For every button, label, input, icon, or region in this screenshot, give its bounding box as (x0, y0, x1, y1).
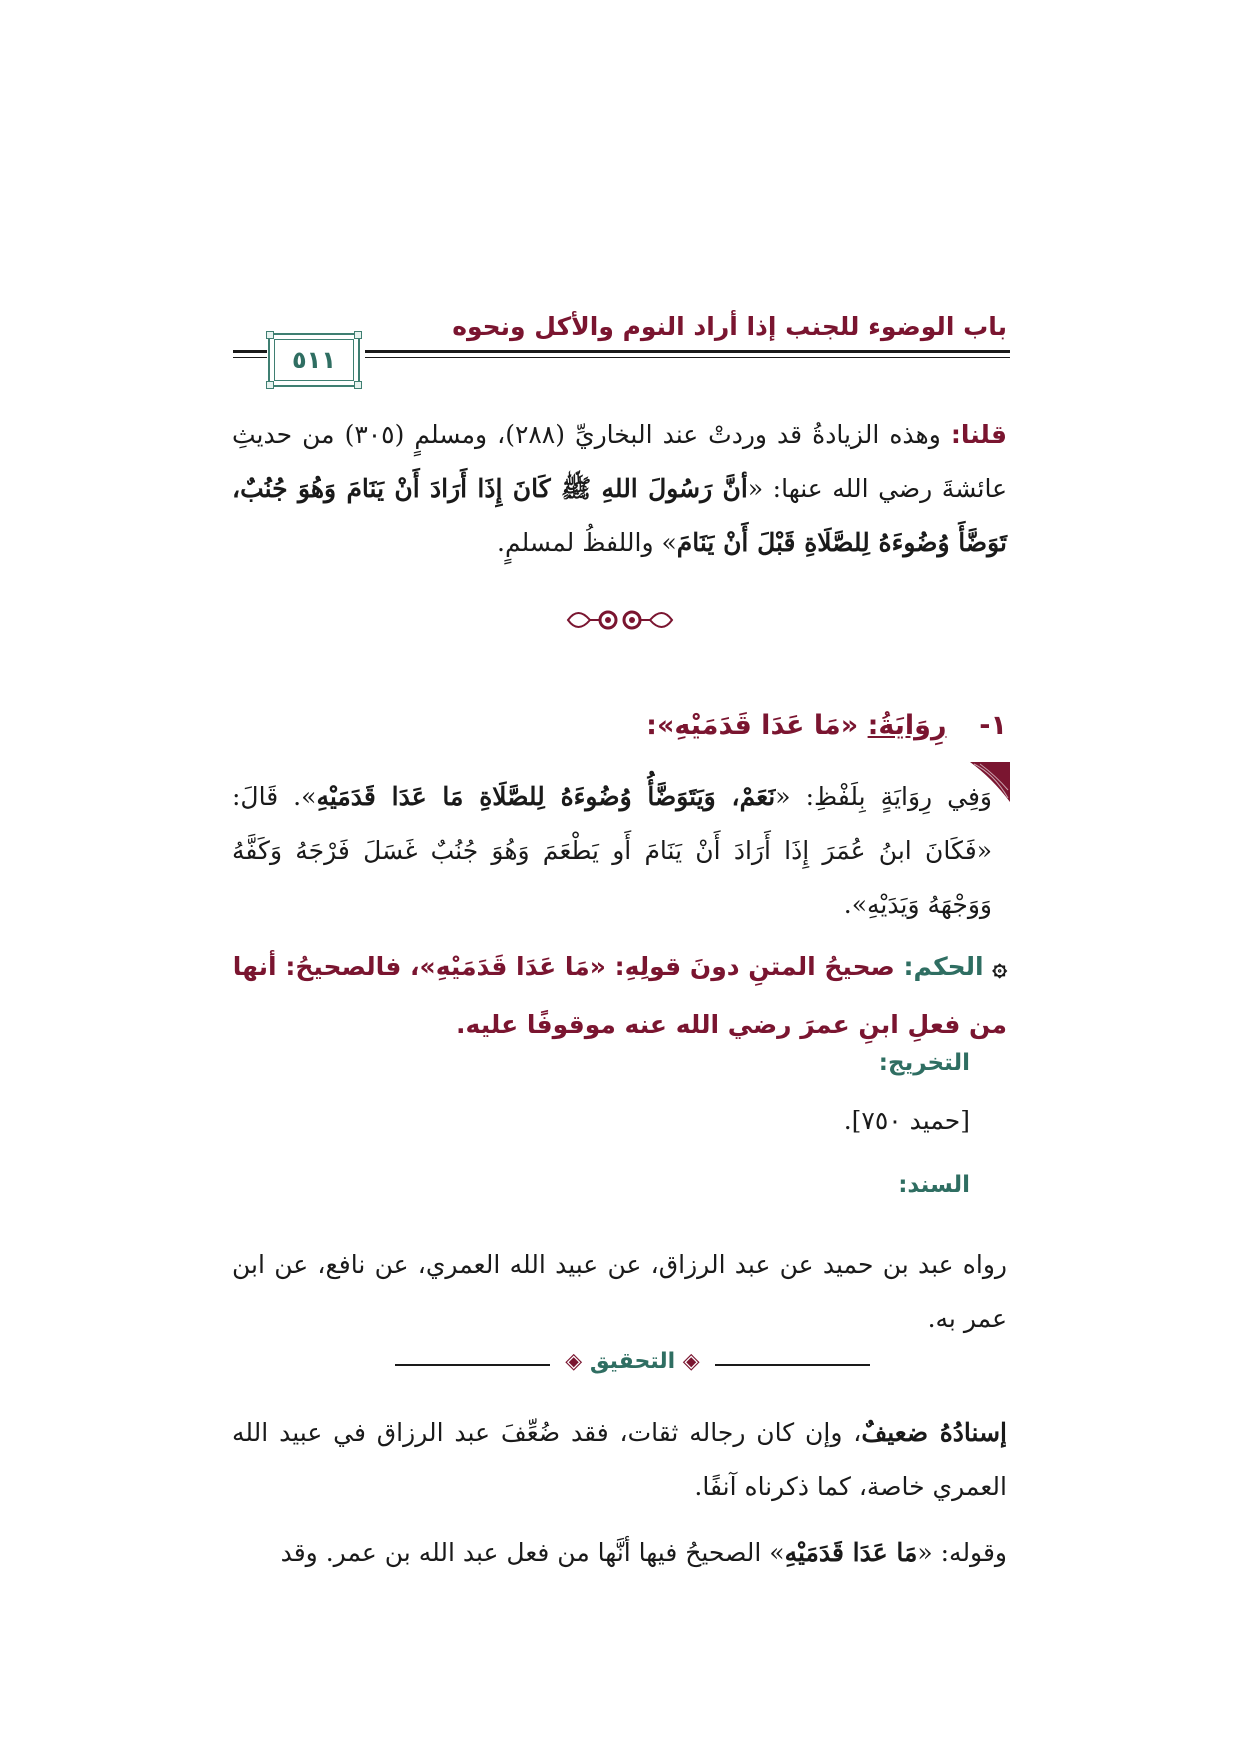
section-number: ١- (979, 710, 1007, 741)
tahqiq-rule-right (715, 1364, 870, 1366)
sanad-heading: السند: (898, 1172, 970, 1198)
paragraph-intro (232, 408, 1007, 570)
paragraph-text: » الصحيحُ فيها أنَّها من فعل عبد الله بن عمر. وقد (280, 1538, 785, 1567)
sanad-text: رواه عبد بن حميد عن عبد الرزاق، عن عبيد الله العمري، عن نافع، عن ابن عمر به. (232, 1250, 1007, 1333)
hadith-quote: مَا عَدَا قَدَمَيْهِ (784, 1538, 918, 1567)
paragraph-final (232, 1526, 1007, 1580)
section-label: رِوَايَةُ: (867, 710, 947, 741)
paragraph-text: وهذه الزيادةُ قد وردتْ عند البخاريِّ (٢٨٨)، ومسلمٍ (٣٠٥) من حديثِ عائشةَ رضي الله عنها: « (232, 420, 1007, 503)
takhrij-heading: التخريج: (878, 1050, 970, 1076)
separator-ornament-icon (560, 600, 680, 640)
header-rule-top (365, 350, 1010, 353)
paragraph-isnad (232, 1406, 1007, 1514)
page-number-frame (268, 333, 360, 387)
tahqiq-rule-left (395, 1364, 550, 1366)
paragraph-text: وقوله: « (917, 1538, 1007, 1567)
ruling-label: الحكم: (903, 952, 984, 981)
paragraph-text: ». قَالَ: «فَكَانَ ابنُ عُمَرَ إِذَا أَرَادَ أَنْ يَنَامَ أَو يَطْعَمَ وَهُوَ جُنُبٌ غَسَلَ فَرْجَهُ وَكَفَّهُ وَوَجْهَهُ وَيَدَيْهِ». (232, 782, 992, 919)
paragraph-lead: إسنادُهُ ضعيفٌ (861, 1418, 1007, 1447)
running-header-title: باب الوضوء للجنب إذا أراد النوم والأكل ونحوه (452, 312, 1007, 341)
section-heading (646, 710, 1007, 741)
takhrij-reference: [حميد ٧٥٠]. (843, 1106, 970, 1135)
header-rule-bottom (365, 357, 1010, 358)
tahqiq-heading-text: التحقيق (589, 1349, 676, 1374)
paragraph-text: ، وإن كان رجاله ثقات، فقد ضُعِّفَ عبد الرزاق في عبيد الله العمري خاصة، كما ذكرناه آنفًا. (232, 1418, 1007, 1501)
paragraph-text: » واللفظُ لمسلمٍ. (497, 528, 677, 557)
section-quote: «مَا عَدَا قَدَمَيْهِ»: (646, 710, 859, 741)
hadith-quote: أنَّ رَسُولَ اللهِ ﷺ كَانَ إِذَا أَرَادَ أَنْ يَنَامَ وَهُوَ جُنُبٌ، تَوَضَّأَ وُضُوءَهُ لِلصَّلَاةِ قَبْلَ أَنْ يَنَامَ (232, 474, 1007, 557)
paragraph-lead: قلنا: (950, 420, 1008, 449)
ruling-text: صحيحُ المتنِ دونَ قولِهِ: «مَا عَدَا قَدَمَيْهِ»، فالصحيحُ: أنها من فعلِ ابنِ عمرَ رضي الله عنه موقوفًا عليه. (232, 952, 1007, 1039)
header-rule-left-bottom (233, 357, 267, 358)
paragraph-riwayah (232, 770, 992, 932)
hadith-quote: نَعَمْ، وَيَتَوَضَّأُ وُضُوءَهُ لِلصَّلَاةِ مَا عَدَا قَدَمَيْهِ (316, 782, 776, 811)
ruling-paragraph (232, 938, 1007, 1054)
paragraph-text: وَفِي رِوَايَةٍ بِلَفْظِ: « (775, 782, 993, 811)
ruling-symbol: ۞ (992, 952, 1007, 981)
page-number: ٥١١ (274, 339, 354, 381)
tahqiq-heading: ◈ التحقيق ◈ (565, 1349, 700, 1374)
header-rule-left-top (233, 350, 267, 353)
